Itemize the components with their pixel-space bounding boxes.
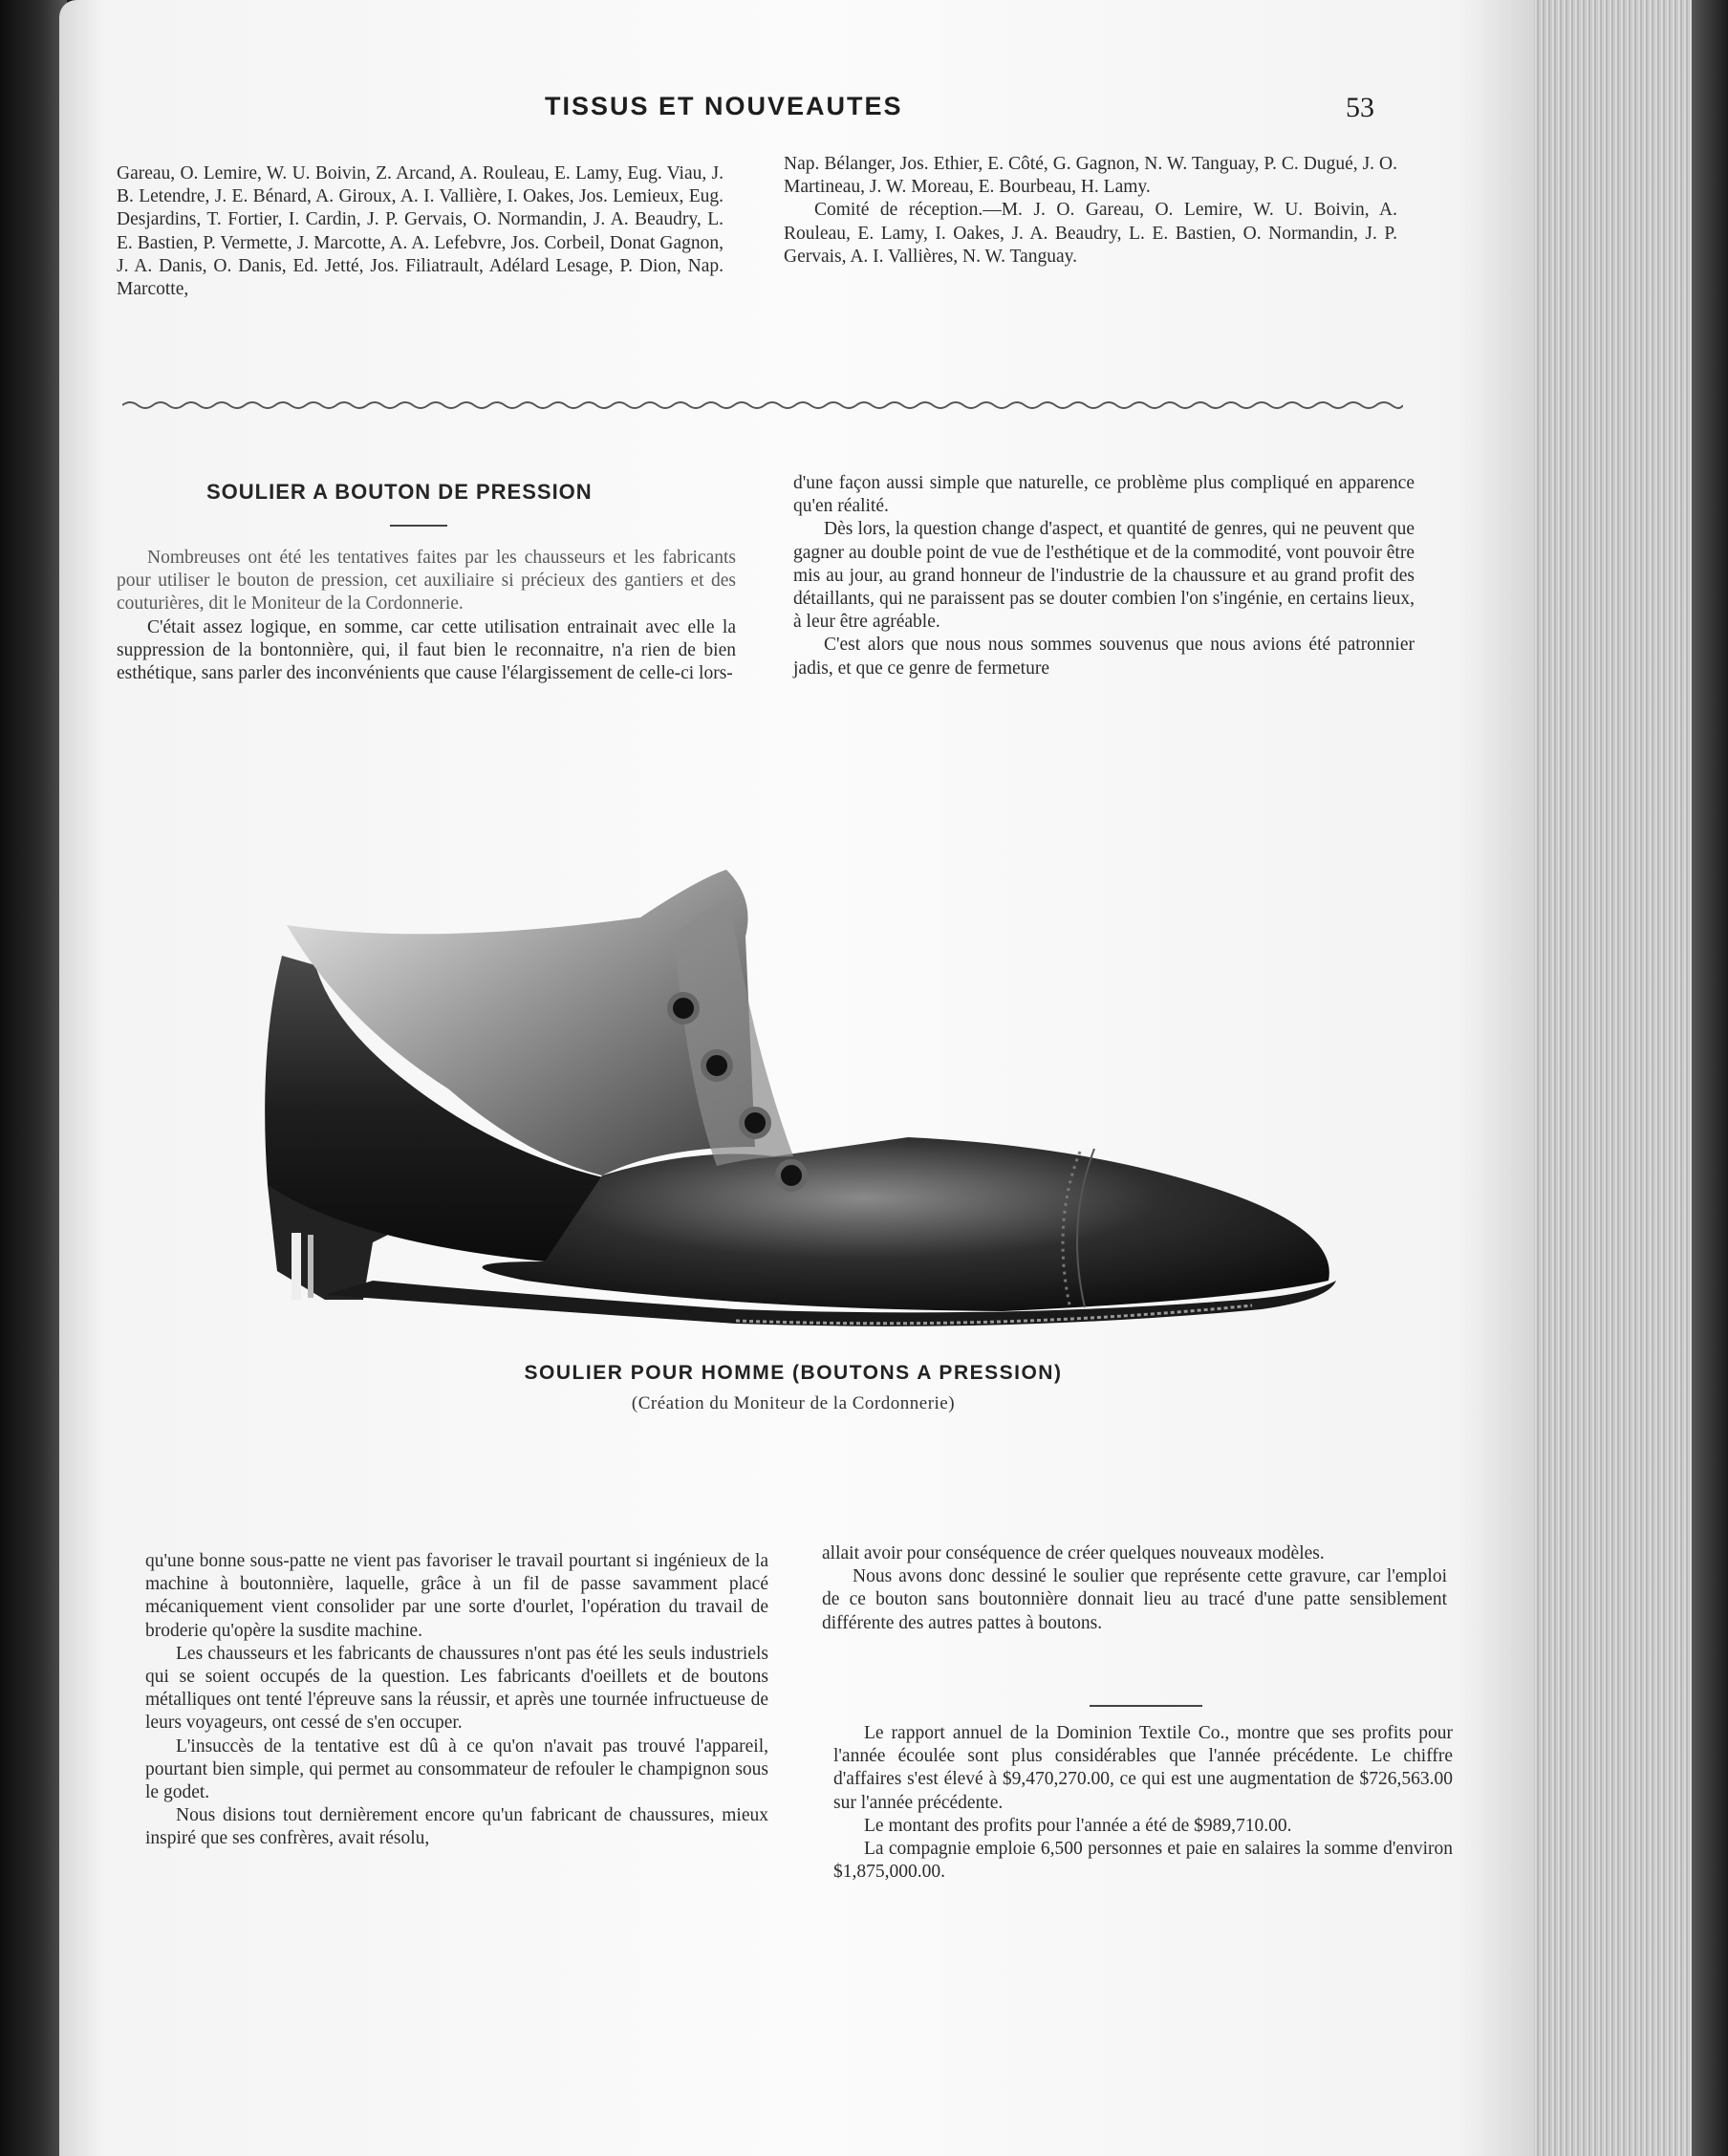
article-right-lower [822, 1542, 1447, 1635]
reception-committee: Comité de réception.—M. J. O. Gareau, O. Lemire, W. U. Boivin, A. Rouleau, E. Lamy, I. Oakes, J. A. Beaudry, L. E. Bastien, O. Normandin, J. P. Gervais, A. I. Vallières, N. W. Tanguay. [784, 200, 1397, 267]
article-paragraph: Nous disions tout dernièrement encore qu'un fabricant de chaussures, mieux inspiré que ses confrères, avait résolu, [145, 1805, 768, 1849]
book-binding-left [0, 0, 67, 2156]
notice-paragraph: La compagnie emploie 6,500 personnes et paie en salaires la somme d'environ $1,875,000.00. [833, 1839, 1453, 1883]
figure-subcaption: (Création du Moniteur de la Cordonnerie) [631, 1393, 956, 1413]
article-left-upper [117, 547, 736, 685]
article-right-upper [793, 472, 1415, 680]
article-paragraph: C'était assez logique, en somme, car cette utilisation entrainait avec elle la suppression de la bontonnière, qui, il faut bien le reconnaitre, n'a rien de bien esthétique, sans parler des inconvénients que cause l'élargissement de celle-ci lors- [117, 616, 736, 684]
section-rule [1090, 1705, 1202, 1707]
article-paragraph: L'insuccès de la tentative est dû à ce qu'on n'avait pas trouvé l'appareil, pourtant bien simple, qui permet au consommateur de refouler le champignon sous le godet. [145, 1736, 768, 1803]
article-paragraph: allait avoir pour conséquence de créer quelques nouveaux modèles. [822, 1543, 1325, 1563]
figure-caption: SOULIER POUR HOMME (BOUTONS A PRESSION) [524, 1362, 1063, 1384]
names-list-right [784, 153, 1397, 269]
notice-paragraph: Le montant des profits pour l'année a été de $989,710.00. [864, 1815, 1292, 1836]
article-left-lower [145, 1550, 768, 1851]
article-heading: SOULIER A BOUTON DE PRESSION [206, 480, 593, 504]
dominion-textile-notice [833, 1722, 1453, 1884]
article-paragraph: Nombreuses ont été les tentatives faites par les chausseurs et les fabricants pour utiliser le bouton de pression, cet auxiliaire si précieux des gantiers et des couturières, dit le Moniteur de la Cordonnerie. [117, 548, 736, 614]
article-paragraph: Dès lors, la question change d'aspect, et quantité de genres, qui ne peuvent que gagner au double point de vue de l'esthétique et de la commodité, vont pouvoir être mis au jour, au grand honneur de l'industrie de la chaussure et au grand profit des détaillants, qui ne paraissent pas se douter combien l'on s'ingénie, en certains lieux, à leur être agréable. [793, 519, 1415, 633]
article-paragraph: C'est alors que nous nous sommes souvenus que nous avions été patronnier jadis, et que ce genre de fermeture [793, 635, 1415, 679]
heading-rule [390, 525, 447, 527]
notice-paragraph: Le rapport annuel de la Dominion Textile Co., montre que ses profits pour l'année écoulée sont plus considérables que l'année précédente. Le chiffre d'affaires s'est élevé à $9,470,270.00, ce qui est une augmentation de $726,563.00 sur l'année précédente. [833, 1723, 1453, 1813]
names-paragraph-continued: Nap. Bélanger, Jos. Ethier, E. Côté, G. Gagnon, N. W. Tanguay, P. C. Dugué, J. O. Martineau, J. W. Moreau, E. Bourbeau, H. Lamy. [784, 154, 1397, 198]
article-paragraph: Nous avons donc dessiné le soulier que représente cette gravure, car l'emploi de ce bouton sans boutonnière donnait lieu au tracé d'une patte sensiblement différente des autres pattes à boutons. [822, 1566, 1447, 1633]
names-paragraph: Gareau, O. Lemire, W. U. Boivin, Z. Arcand, A. Rouleau, E. Lamy, Eug. Viau, J. B. Letendre, J. E. Bénard, A. Giroux, A. I. Vallière, I. Oakes, Jos. Lemieux, Eug. Desjardins, T. Fortier, I. Cardin, J. P. Gervais, O. Normandin, J. A. Beaudry, L. E. Bastien, P. Vermette, J. Marcotte, A. A. Lefebvre, Jos. Corbeil, Donat Gagnon, J. A. Danis, O. Danis, Ed. Jetté, Jos. Filiatrault, Adélard Lesage, P. Dion, Nap. Marcotte, [117, 163, 724, 300]
book-binding-right [1692, 0, 1728, 2156]
names-list-left [117, 162, 724, 301]
page-edges [1534, 0, 1696, 2156]
article-paragraph: Les chausseurs et les fabricants de chaussures n'ont pas été les seuls industriels qui se soient occupés de la question. Les fabricants d'oeillets et de boutons métalliques ont tenté l'épreuve sans la réussir, et après une tournée infructueuse de leurs voyageurs, ont cessé de s'en occuper. [145, 1643, 768, 1734]
page-number: 53 [1346, 92, 1374, 123]
running-header: TISSUS ET NOUVEAUTES [545, 92, 903, 120]
wavy-divider [122, 394, 1403, 417]
shoe-illustration [239, 860, 1338, 1357]
article-paragraph: qu'une bonne sous-patte ne vient pas favoriser le travail pourtant si ingénieux de la machine à boutonnière, laquelle, grâce à un fil de passe savamment placé mécaniquement vient consolider par une sorte d'ourlet, l'opération du travail de broderie qu'opère la susdite machine. [145, 1551, 768, 1641]
article-paragraph: d'une façon aussi simple que naturelle, ce problème plus compliqué en apparence qu'en réalité. [793, 473, 1415, 517]
